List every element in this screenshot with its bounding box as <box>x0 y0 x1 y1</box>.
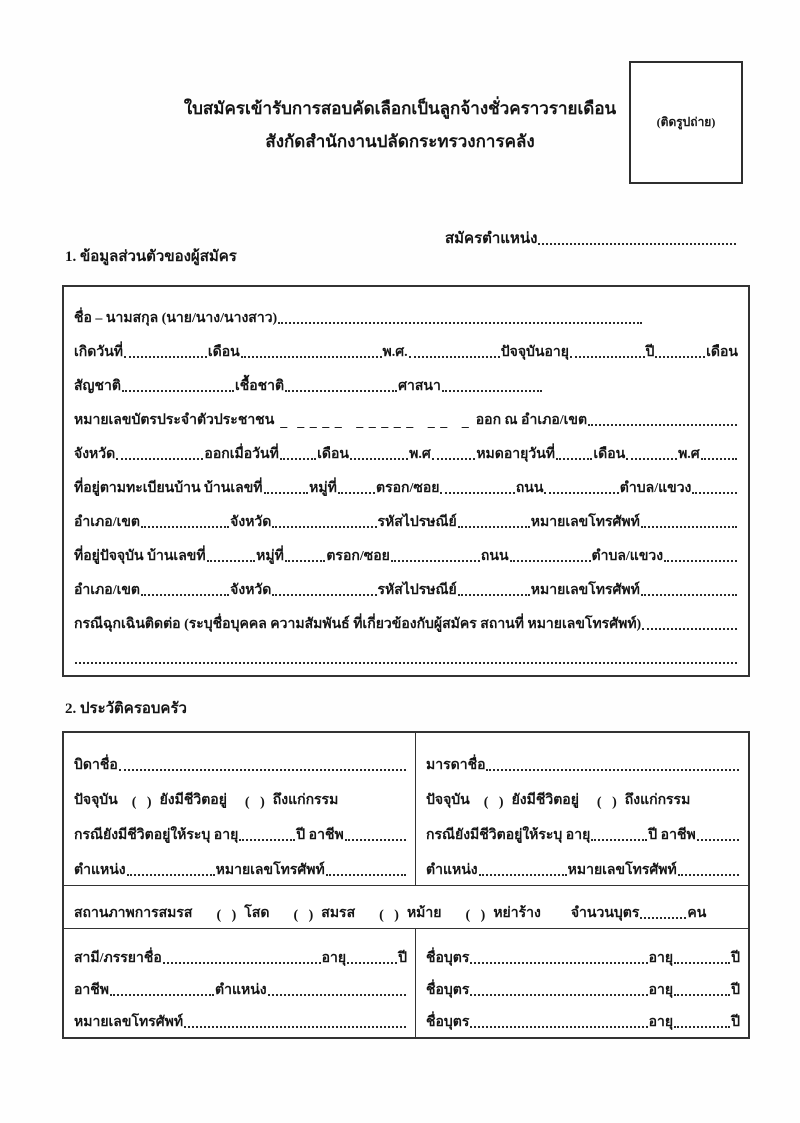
reg-province-label: จังหวัด <box>230 515 272 530</box>
father-if-alive-line <box>74 811 407 846</box>
father-position-blank <box>127 874 215 876</box>
cur-phone-blank <box>641 594 737 596</box>
mother-age-blank <box>591 839 647 841</box>
current-age-label: ปัจจุบันอายุ <box>500 345 569 360</box>
birth-month-label: เดือน <box>207 345 240 360</box>
reg-phone-blank <box>641 526 737 528</box>
marital-status-row <box>64 885 748 929</box>
child-row-3 <box>426 1001 740 1033</box>
children-count-unit: คน <box>687 906 707 921</box>
child1-name-blank <box>470 962 647 964</box>
marital-status-label: สถานภาพการสมรส <box>74 906 193 921</box>
nationality-blank <box>122 390 234 392</box>
birth-year-blank <box>409 356 500 358</box>
reg-district-blank <box>141 526 229 528</box>
emergency-contact-line <box>74 601 738 635</box>
nationality-line <box>74 363 738 397</box>
id-issue-line <box>74 431 738 465</box>
issue-year-blank <box>432 458 476 460</box>
current-address-line <box>74 533 738 567</box>
divorced-label: หย่าร้าง <box>493 906 541 921</box>
children-count-label: จำนวนบุตร <box>570 906 640 921</box>
reg-postal-blank <box>458 526 530 528</box>
mother-if-alive-line <box>426 811 740 846</box>
cur-moo-blank <box>285 560 325 562</box>
father-alive-checkbox: ( ) <box>131 795 152 810</box>
name-label: ชื่อ – นามสกุล (นาย/นาง/นางสาว) <box>74 311 278 326</box>
section2-heading: 2. ประวัติครอบครัว <box>65 701 187 717</box>
reg-subdistrict-label: ตำบล/แขวง <box>619 481 692 496</box>
mother-year-occupation-label: ปี อาชีพ <box>648 828 696 843</box>
mother-if-alive-label: กรณียังมีชีวิตอยู่ให้ระบุ อายุ <box>426 828 591 843</box>
married-checkbox: ( ) <box>293 908 314 923</box>
father-name-blank <box>119 769 406 771</box>
registered-address-line <box>74 465 738 499</box>
reg-phone-label: หมายเลขโทรศัพท์ <box>530 515 640 530</box>
age-months-blank <box>655 356 705 358</box>
child2-age-label: อายุ <box>648 983 674 998</box>
spouse-occupation-blank <box>110 994 214 996</box>
father-phone-blank <box>326 874 406 876</box>
expiry-year-blank <box>701 458 737 460</box>
birthdate-label: เกิดวันที่ <box>74 345 124 360</box>
mother-alive-checkbox: ( ) <box>483 795 504 810</box>
age-years-label: ปี <box>645 345 655 360</box>
father-phone-label: หมายเลขโทรศัพท์ <box>215 863 325 878</box>
cur-province-blank <box>272 594 376 596</box>
father-year-occupation-label: ปี อาชีพ <box>296 828 344 843</box>
issue-year-label: พ.ศ <box>409 447 431 462</box>
reg-soi-label: ตรอก/ซอย <box>375 481 440 496</box>
form-title <box>110 92 690 158</box>
widowed-checkbox: ( ) <box>379 908 399 923</box>
mother-alive-label: ยังมีชีวิตอยู่ <box>511 793 579 808</box>
age-months-label: เดือน <box>706 345 738 360</box>
marital-status-line <box>74 888 740 924</box>
cur-province-label: จังหวัด <box>230 583 272 598</box>
expiry-year-label: พ.ศ <box>678 447 700 462</box>
family-table <box>62 731 750 1039</box>
section1-heading: 1. ข้อมูลส่วนตัวของผู้สมัคร <box>65 249 237 265</box>
spouse-cell <box>64 929 416 1037</box>
spouse-age-blank <box>347 962 397 964</box>
children-count-blank <box>640 917 686 919</box>
registered-address-label: ที่อยู่ตามทะเบียนบ้าน บ้านเลขที่ <box>74 481 263 496</box>
reg-province-blank <box>272 526 376 528</box>
birth-day-blank <box>124 356 207 358</box>
name-line <box>74 295 738 329</box>
current-address-line2 <box>74 567 738 601</box>
child1-name-label: ชื่อบุตร <box>426 951 470 966</box>
father-name-line <box>74 741 407 776</box>
spouse-occupation-line <box>74 969 407 1001</box>
spouse-name-label: สามี/ภรรยาชื่อ <box>74 951 162 966</box>
father-if-alive-label: กรณียังมีชีวิตอยู่ให้ระบุ อายุ <box>74 828 239 843</box>
birthdate-line <box>74 329 738 363</box>
mother-cell <box>416 733 748 885</box>
child3-age-label: อายุ <box>648 1015 674 1030</box>
apply-position-label: สมัครตำแหน่ง <box>445 231 538 247</box>
mother-status-line <box>426 776 740 811</box>
father-deceased-label: ถึงแก่กรรม <box>272 793 339 808</box>
mother-deceased-label: ถึงแก่กรรม <box>624 793 691 808</box>
religion-label: ศาสนา <box>398 379 441 394</box>
child3-name-label: ชื่อบุตร <box>426 1015 470 1030</box>
expiry-month-blank <box>626 458 677 460</box>
name-blank <box>278 322 642 324</box>
father-position-label: ตำแหน่ง <box>74 863 126 878</box>
expiry-label: หมดอายุวันที่ <box>476 447 556 462</box>
mother-position-line <box>426 846 740 881</box>
mother-position-label: ตำแหน่ง <box>426 863 478 878</box>
id-number-line <box>74 397 738 431</box>
child2-age-unit: ปี <box>731 983 740 998</box>
issued-at-blank <box>588 424 737 426</box>
child1-age-unit: ปี <box>731 951 740 966</box>
issue-day-blank <box>280 458 316 460</box>
mother-name-blank <box>486 769 739 771</box>
spouse-age-unit: ปี <box>398 951 407 966</box>
age-years-blank <box>570 356 645 358</box>
section1-box <box>62 285 750 677</box>
mother-phone-blank <box>678 874 739 876</box>
ethnicity-blank <box>285 390 397 392</box>
spouse-phone-line <box>74 1001 407 1033</box>
emergency-contact-label: กรณีฉุกเฉินติดต่อ (ระบุชื่อบุคคล ความสัมพันธ์ ที่เกี่ยวข้องกับผู้สมัคร สถานที่ หมายเลขโทรศัพท์) <box>74 617 642 632</box>
cur-soi-blank <box>391 560 480 562</box>
child2-name-label: ชื่อบุตร <box>426 983 470 998</box>
cur-road-label: ถนน <box>480 549 509 564</box>
reg-moo-blank <box>338 492 375 494</box>
child2-age-blank <box>674 994 730 996</box>
married-label: สมรส <box>321 906 356 921</box>
cur-house-no-blank <box>207 560 256 562</box>
form-title-line2: สังกัดสำนักงานปลัดกระทรวงการคลัง <box>265 132 535 151</box>
mother-phone-label: หมายเลขโทรศัพท์ <box>567 863 677 878</box>
apply-position-blank <box>538 243 736 245</box>
birth-year-label: พ.ศ. <box>382 345 408 360</box>
reg-road-label: ถนน <box>515 481 544 496</box>
cur-soi-label: ตรอก/ซอย <box>326 549 390 564</box>
form-title-line1: ใบสมัครเข้ารับการสอบคัดเลือกเป็นลูกจ้างชั่วคราวรายเดือน <box>183 99 617 118</box>
cur-road-blank <box>510 560 591 562</box>
issue-province-blank <box>116 458 203 460</box>
current-address-label: ที่อยู่ปัจจุบัน บ้านเลขที่ <box>74 549 206 564</box>
issue-month-blank <box>350 458 408 460</box>
cur-district-label: อำเภอ/เขต <box>74 583 141 598</box>
id-number-blanks: _ _ _ _ _ _ _ _ _ _ _ _ _ <box>280 415 470 430</box>
reg-postal-label: รหัสไปรษณีย์ <box>377 515 457 530</box>
cur-postal-label: รหัสไปรษณีย์ <box>377 583 457 598</box>
child-row-1 <box>426 937 740 969</box>
issue-province-label: จังหวัด <box>74 447 116 462</box>
cur-subdistrict-label: ตำบล/แขวง <box>591 549 664 564</box>
divorced-checkbox: ( ) <box>465 908 486 923</box>
child2-name-blank <box>470 994 647 996</box>
father-position-line <box>74 846 407 881</box>
mother-position-blank <box>479 874 567 876</box>
nationality-label: สัญชาติ <box>74 379 121 394</box>
father-alive-label: ยังมีชีวิตอยู่ <box>159 793 227 808</box>
spouse-phone-label: หมายเลขโทรศัพท์ <box>74 1015 184 1030</box>
ethnicity-label: เชื้อชาติ <box>234 379 285 394</box>
spouse-occupation-label: อาชีพ <box>74 983 109 998</box>
reg-district-label: อำเภอ/เขต <box>74 515 141 530</box>
spouse-name-blank <box>163 962 321 964</box>
father-occupation-blank <box>345 839 406 841</box>
widowed-label: หม้าย <box>406 906 442 921</box>
mother-deceased-checkbox: ( ) <box>596 795 617 810</box>
child-row-2 <box>426 969 740 1001</box>
child1-age-blank <box>674 962 730 964</box>
spouse-position-label: ตำแหน่ง <box>215 983 267 998</box>
cur-postal-blank <box>458 594 530 596</box>
apply-position-line <box>445 220 737 250</box>
expiry-month-label: เดือน <box>593 447 626 462</box>
id-number-label: หมายเลขบัตรประจำตัวประชาชน <box>74 413 275 428</box>
father-name-label: บิดาชื่อ <box>74 758 118 773</box>
father-status-line <box>74 776 407 811</box>
father-cell <box>64 733 416 885</box>
cur-moo-label: หมู่ที่ <box>256 549 284 564</box>
photo-attach-label: (ติดรูปถ่าย) <box>656 115 716 129</box>
cur-district-blank <box>141 594 229 596</box>
child3-age-blank <box>674 1026 730 1028</box>
father-deceased-checkbox: ( ) <box>244 795 265 810</box>
mother-name-line <box>426 741 740 776</box>
religion-blank <box>442 390 542 392</box>
father-status-label: ปัจจุบัน <box>74 793 118 808</box>
child1-age-label: อายุ <box>648 951 674 966</box>
emergency-contact-line2 <box>74 635 738 669</box>
mother-name-label: มารดาชื่อ <box>426 758 486 773</box>
mother-status-label: ปัจจุบัน <box>426 793 470 808</box>
birth-month-blank <box>241 356 382 358</box>
emergency-contact-blank2 <box>75 662 737 664</box>
issue-month-label: เดือน <box>317 447 349 462</box>
spouse-name-line <box>74 937 407 969</box>
cur-subdistrict-blank <box>664 560 737 562</box>
reg-subdistrict-blank <box>692 492 737 494</box>
spouse-phone-blank <box>184 1026 406 1028</box>
child3-age-unit: ปี <box>731 1015 740 1030</box>
spouse-age-label: อายุ <box>321 951 347 966</box>
mother-occupation-blank <box>697 839 739 841</box>
registered-address-line2 <box>74 499 738 533</box>
single-label: โสด <box>244 906 270 921</box>
reg-moo-label: หมู่ที่ <box>309 481 337 496</box>
children-cell <box>416 929 748 1037</box>
cur-phone-label: หมายเลขโทรศัพท์ <box>530 583 640 598</box>
reg-house-no-blank <box>264 492 309 494</box>
reg-road-blank <box>544 492 618 494</box>
child3-name-blank <box>470 1026 647 1028</box>
issued-on-label: ออกเมื่อวันที่ <box>204 447 279 462</box>
reg-soi-blank <box>440 492 514 494</box>
emergency-contact-blank <box>642 628 737 630</box>
single-checkbox: ( ) <box>216 908 237 923</box>
issued-at-label: ออก ณ อำเภอ/เขต <box>475 413 588 428</box>
expiry-day-blank <box>556 458 592 460</box>
father-age-blank <box>239 839 295 841</box>
spouse-position-blank <box>268 994 406 996</box>
